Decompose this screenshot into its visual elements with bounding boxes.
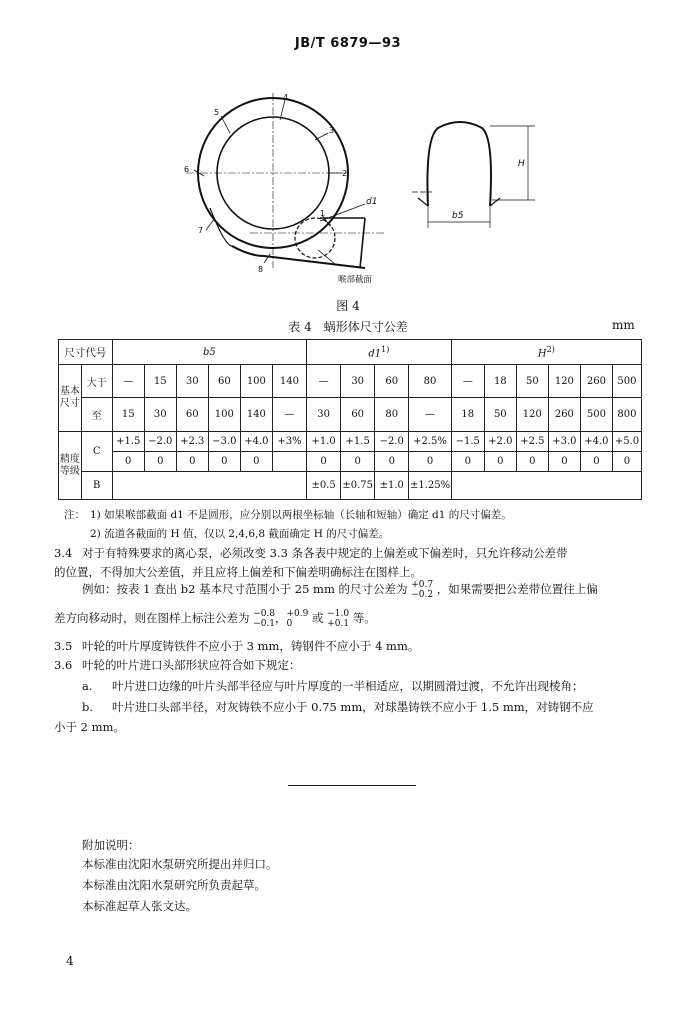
header-H: $H^{2)}$ — [451, 340, 641, 365]
item-b-label: b. — [82, 700, 94, 714]
table-cell: 0 — [341, 452, 375, 472]
note-2: 2) 流道各截面的 H 值，仅以 2,4,6,8 截面确定 H 的尺寸偏差。 — [90, 528, 390, 540]
table-cell: 80 — [409, 365, 451, 398]
table-cell: 18 — [484, 365, 516, 398]
leader-lines — [194, 100, 365, 264]
table-cell: — — [112, 365, 144, 398]
example-text-a: 例如：按表 1 查出 b2 基本尺寸范围小于 25 mm 的尺寸公差为 — [82, 582, 408, 596]
separator-line — [288, 785, 416, 786]
table-cell: 0 — [580, 452, 612, 472]
tolerance-4: −1.0 +0.1 — [327, 609, 350, 629]
table-cell: 0 — [240, 452, 272, 472]
addendum-title: 附加说明： — [82, 838, 140, 852]
cross-section-drawing — [418, 122, 500, 206]
tolerance-1: +0.7 −0.2 — [411, 580, 434, 600]
label-b5: b5 — [452, 211, 464, 221]
clause-3-6-text: 叶轮的叶片进口头部形状应符合如下规定： — [82, 658, 301, 672]
table-cell: 60 — [341, 398, 375, 432]
above-label: 大于 — [81, 365, 112, 398]
table-cell: 30 — [307, 398, 341, 432]
table-cell: — — [409, 398, 451, 432]
table-cell: 80 — [375, 398, 409, 432]
example-end: 等。 — [352, 611, 376, 625]
clause-3-4-line-1: 对于有特殊要求的离心泵，必须改变 3.3 条各表中规定的上偏差或下偏差时，只允许移动公差带 — [82, 546, 568, 560]
table-cell: 30 — [341, 365, 375, 398]
item-b-line-2: 小于 2 mm。 — [54, 720, 125, 734]
table-title: 表 4 蜗形体尺寸公差 — [288, 320, 408, 334]
table-cell: +2.0 — [484, 432, 516, 452]
label-1: 1 — [320, 209, 326, 218]
example-line-2: 差方向移动时，则在图样上标注公差为 −0.8 −0.1，+0.9 0 或 −1.0 +0.1 等。 — [54, 609, 376, 629]
note-label: 注： — [64, 509, 85, 521]
table-cell: 15 — [112, 398, 144, 432]
figure-caption: 图 4 — [336, 299, 360, 313]
example-line-1 — [82, 580, 598, 600]
table-cell: +1.0 — [307, 432, 341, 452]
table-cell: +3% — [272, 432, 306, 452]
label-throat-section: 喉部截面 — [338, 275, 373, 285]
table-cell — [272, 452, 306, 472]
table-cell: +3.0 — [548, 432, 580, 452]
table-cell: 30 — [144, 398, 176, 432]
table-cell: 0 — [208, 452, 240, 472]
table-cell: 60 — [208, 365, 240, 398]
table-cell: 0 — [451, 452, 484, 472]
table-cell: 0 — [548, 452, 580, 472]
table-cell-empty — [451, 472, 641, 500]
item-a-label: a. — [82, 679, 93, 693]
table-cell: 0 — [516, 452, 548, 472]
example-or: 或 — [312, 611, 324, 625]
table-cell: 260 — [580, 365, 612, 398]
table-unit: mm — [612, 318, 635, 332]
volute-centerlines — [186, 93, 385, 268]
label-3: 3 — [329, 126, 335, 135]
table-cell: 0 — [409, 452, 451, 472]
volute-drawing — [198, 98, 365, 268]
table-cell: +4.0 — [580, 432, 612, 452]
table-cell: ±0.5 — [307, 472, 341, 500]
label-5: 5 — [214, 108, 220, 117]
table-cell: 0 — [307, 452, 341, 472]
table-cell: +1.5 — [341, 432, 375, 452]
clause-3-4-number: 3.4 — [54, 546, 73, 560]
table-cell: ±1.0 — [375, 472, 409, 500]
table-cell: ±1.25% — [409, 472, 451, 500]
table-cell: 0 — [144, 452, 176, 472]
table-cell: 500 — [580, 398, 612, 432]
table-cell: — — [451, 365, 484, 398]
table-cell: ±0.75 — [341, 472, 375, 500]
table-cell: 60 — [176, 398, 208, 432]
table-cell: 60 — [375, 365, 409, 398]
table-cell: 0 — [612, 452, 641, 472]
header-code-label: 尺寸代号 — [59, 340, 113, 365]
table-cell: 140 — [272, 365, 306, 398]
table-cell: +4.0 — [240, 432, 272, 452]
table-cell: 100 — [240, 365, 272, 398]
table-cell: 500 — [612, 365, 641, 398]
table-cell: 50 — [484, 398, 516, 432]
table-cell: +5.0 — [612, 432, 641, 452]
table-cell: +2.5 — [516, 432, 548, 452]
table-cell: 0 — [375, 452, 409, 472]
label-8: 8 — [258, 265, 264, 274]
addendum-line-1: 本标准由沈阳水泵研究所提出并归口。 — [82, 857, 278, 871]
tolerance-3: +0.9 0 — [286, 609, 309, 629]
label-d1: d1 — [366, 197, 378, 207]
basic-size-label: 基本尺寸 — [59, 365, 82, 432]
addendum-line-3: 本标准起草人张文达。 — [82, 899, 197, 913]
table-cell: +2.3 — [176, 432, 208, 452]
addendum-line-2: 本标准由沈阳水泵研究所负责起草。 — [82, 878, 266, 892]
label-H: H — [518, 159, 525, 169]
table-cell: — — [307, 365, 341, 398]
table-cell: 140 — [240, 398, 272, 432]
label-7: 7 — [198, 226, 204, 235]
example-text-c: 差方向移动时，则在图样上标注公差为 — [54, 611, 250, 625]
table-cell: 120 — [516, 398, 548, 432]
table-cell: −2.0 — [144, 432, 176, 452]
header-d1: d1$^{1)}$ — [307, 340, 452, 365]
table-cell: −2.0 — [375, 432, 409, 452]
table-cell: 260 — [548, 398, 580, 432]
clause-3-5-number: 3.5 — [54, 639, 73, 653]
table-cell: 0 — [484, 452, 516, 472]
example-text-b: ，如果需要把公差带位置往上偏 — [436, 582, 598, 596]
table-cell: +2.5% — [409, 432, 451, 452]
table-cell: — — [272, 398, 306, 432]
note-1: 1) 如果喉部截面 d1 不是圆形，应分别以两根坐标轴（长轴和短轴）确定 d1 的尺寸偏差。 — [90, 509, 512, 521]
tolerance-2: −0.8 −0.1 — [253, 609, 276, 629]
table-cell-empty — [112, 472, 306, 500]
label-6: 6 — [184, 165, 190, 174]
label-2: 2 — [342, 169, 348, 178]
upto-label: 至 — [81, 398, 112, 432]
table-cell: 18 — [451, 398, 484, 432]
table-cell: 50 — [516, 365, 548, 398]
page-header: JB/T 6879—93 — [294, 36, 402, 51]
figure-4 — [170, 88, 560, 293]
table-cell: 0 — [112, 452, 144, 472]
item-b-line-1: 叶片进口头部半径，对灰铸铁不应小于 0.75 mm，对球墨铸铁不应小于 1.5 mm，对铸钢不应 — [112, 700, 594, 714]
grade-c-label: C — [81, 432, 112, 472]
table-cell: 15 — [144, 365, 176, 398]
table-cell: 120 — [548, 365, 580, 398]
table-cell: 100 — [208, 398, 240, 432]
table-cell: −1.5 — [451, 432, 484, 452]
item-a-text: 叶片进口边缘的叶片头部半径应与叶片厚度的一半相适应，以期圆滑过渡，不允许出现棱角； — [112, 679, 584, 693]
table-cell: 800 — [612, 398, 641, 432]
clause-3-5-text: 叶轮的叶片厚度铸铁件不应小于 3 mm，铸钢件不应小于 4 mm。 — [82, 639, 420, 653]
clause-3-4-line-2: 的位置，不得加大公差值，并且应将上偏差和下偏差明确标注在图样上。 — [54, 565, 422, 579]
tolerance-table — [58, 339, 642, 500]
label-4: 4 — [283, 93, 289, 102]
table-cell: 30 — [176, 365, 208, 398]
grade-label: 精度等级 — [59, 432, 82, 500]
table-cell: +1.5 — [112, 432, 144, 452]
grade-b-label: B — [81, 472, 112, 500]
table-cell: −3.0 — [208, 432, 240, 452]
table-cell: 0 — [176, 452, 208, 472]
page-number: 4 — [66, 954, 74, 968]
header-b5: b5 — [112, 340, 306, 365]
clause-3-6-number: 3.6 — [54, 658, 73, 672]
